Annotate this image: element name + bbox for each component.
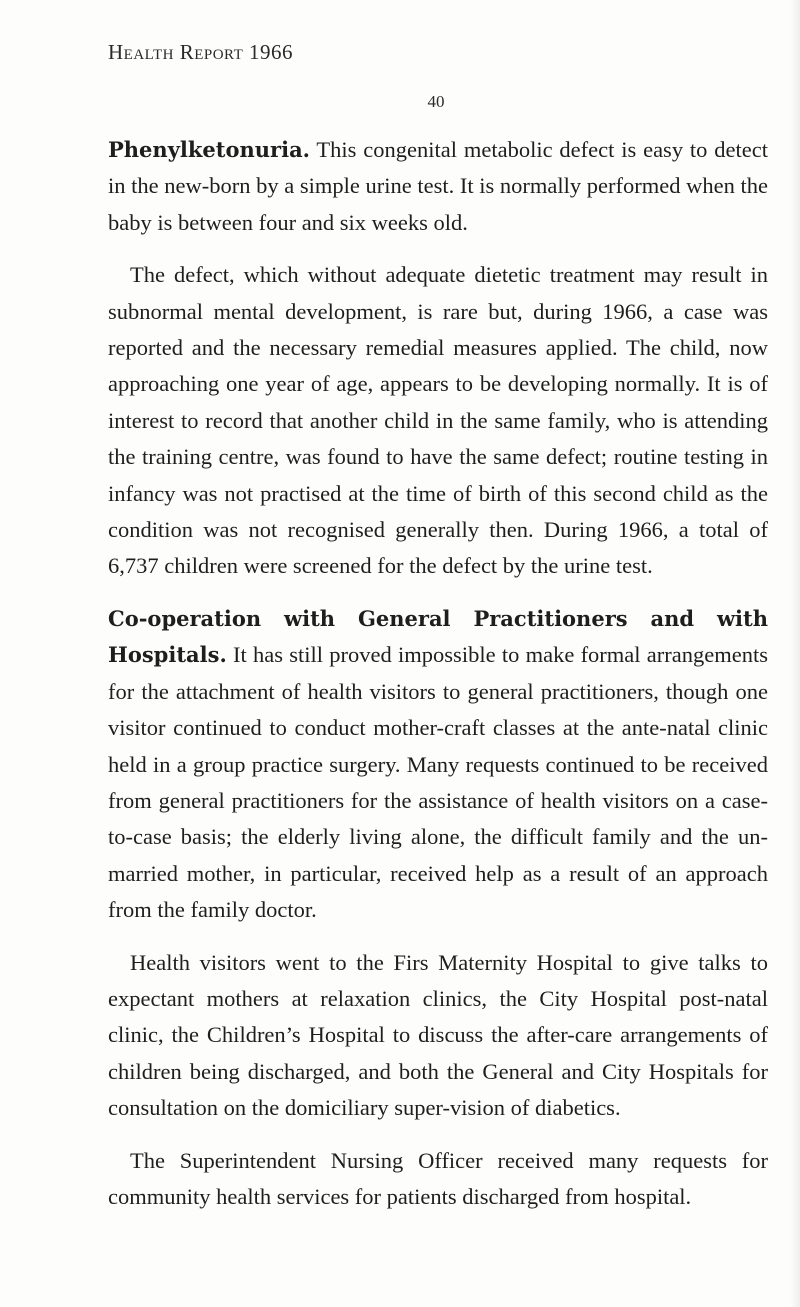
paragraph-phenylketonuria [108, 132, 768, 241]
paragraph-text: It has still proved impossible to make formal arrangements for the attachment of health visitors to general practitioners, though one visitor continued to conduct mother-craft classes at the ante-natal clinic held in a group practice surgery. Many requests continued to be received from general practitioners for the assistance of health visitors on a case-to-case basis; the elderly living alone, the difficult family and the un-married mother, in particular, received help as a result of an approach from the family doctor. [108, 642, 768, 923]
paragraph-text: The Superintendent Nursing Officer received many requests for community health services for patients discharged from hospital. [108, 1147, 768, 1209]
paragraph-text: The defect, which without adequate dietetic treatment may result in subnormal mental development, is rare but, during 1966, a case was reported and the necessary remedial measures applied. The child, now approaching one year of age, appears to be developing normally. It is of interest to record that another child in the same family, who is attending the training centre, was found to have the same defect; routine testing in infancy was not practised at the time of birth of this second child as the condition was not recognised generally then. During 1966, a total of 6,737 children were screened for the defect by the urine test. [108, 262, 768, 579]
paragraph-text: This congenital metabolic defect is easy to detect in the new-born by a simple urine test. It is normally performed when the baby is between four and six weeks old. [108, 137, 768, 235]
paragraph-health-visitors [108, 945, 768, 1127]
paragraph-heading: Co-operation with General Practitioners and with Hospitals. [108, 605, 768, 668]
body-text [108, 132, 768, 1231]
paragraph-defect-case [108, 257, 768, 585]
paragraph-co-operation [108, 601, 768, 929]
running-head: Health Report 1966 [108, 40, 294, 64]
paragraph-text: Health visitors went to the Firs Maternity Hospital to give talks to expectant mothers at relaxation clinics, the City Hospital post-natal clinic, the Children’s Hospital to discuss the after-care arrangements of children being discharged, and both the General and City Hospitals for consultation on the domiciliary super-vision of diabetics. [108, 949, 768, 1121]
paragraph-heading: Phenylketonuria. [108, 137, 310, 162]
paragraph-superintendent [108, 1143, 768, 1216]
page-edge-shadow [790, 0, 800, 1307]
page-number: 40 [427, 92, 445, 111]
